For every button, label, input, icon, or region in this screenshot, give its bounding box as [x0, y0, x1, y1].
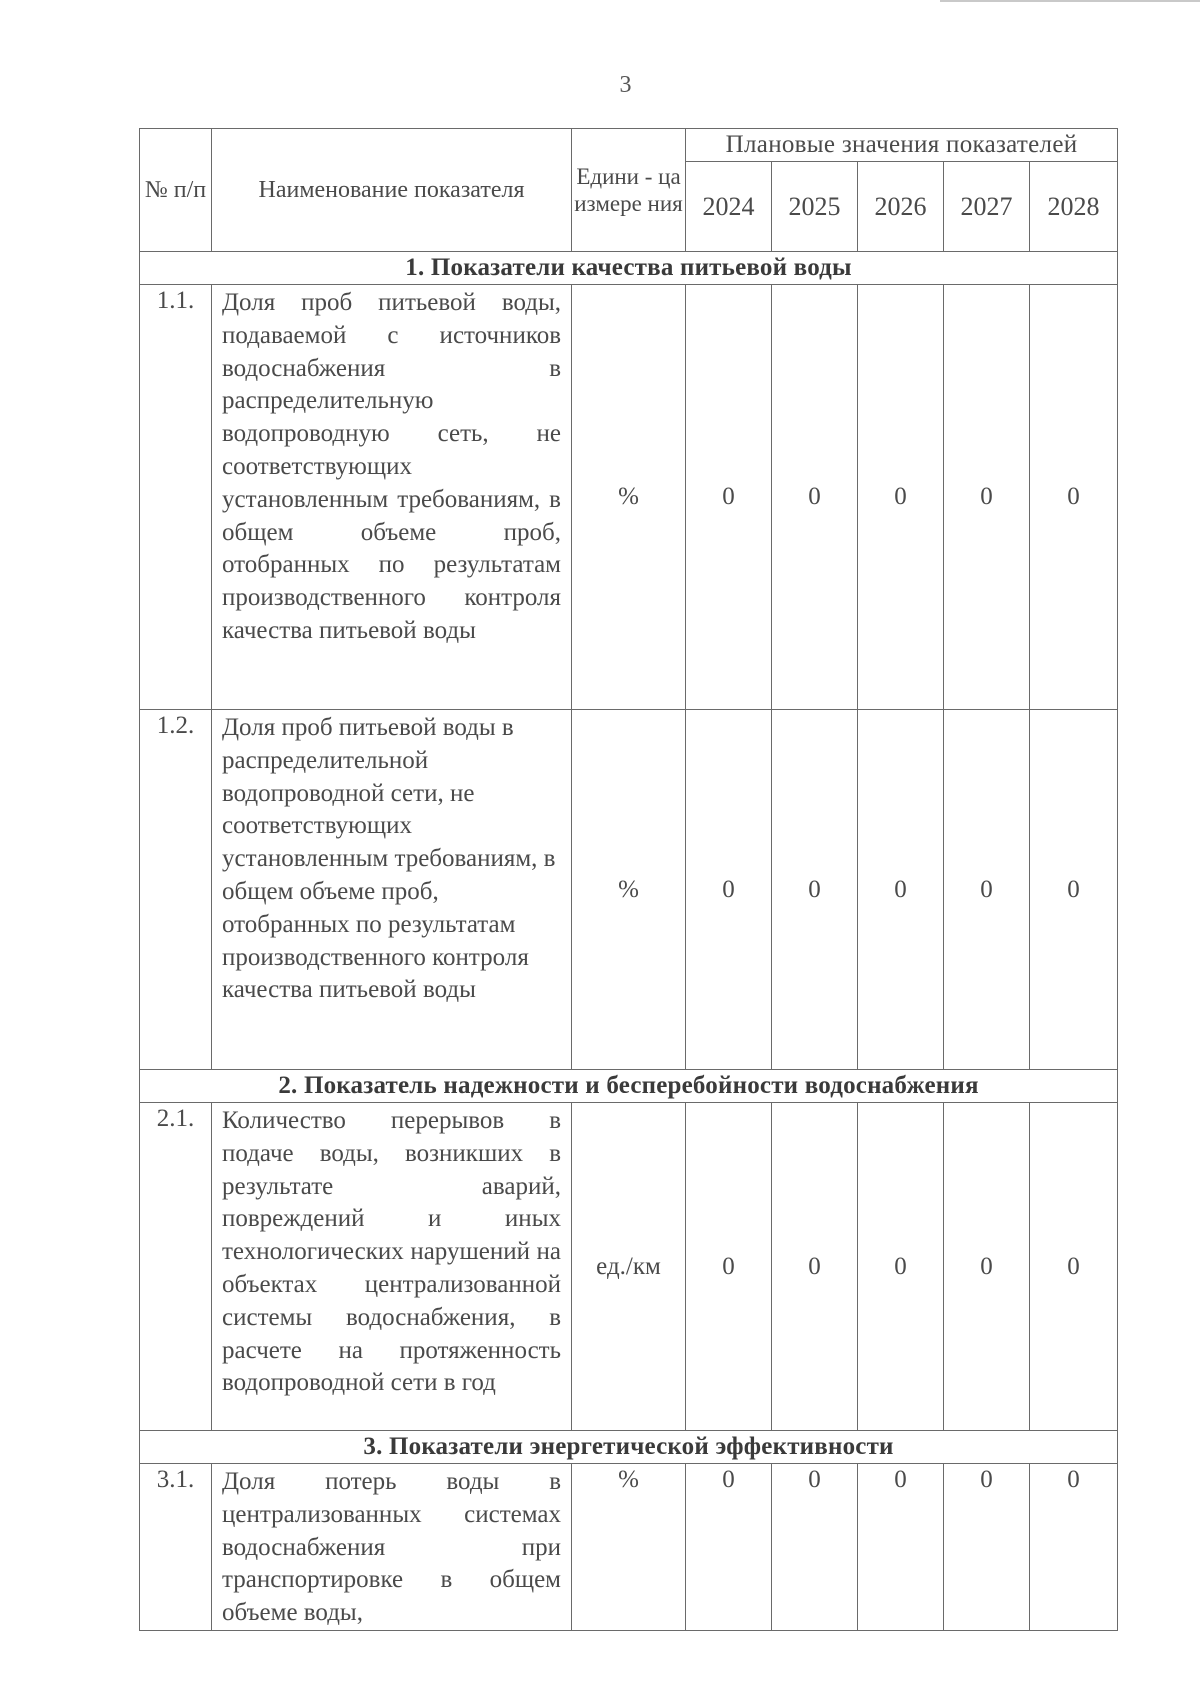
row-name: Доля проб питьевой воды в распределительной водопроводной сети, не соответствующих установленным требованиям, в общем объеме проб, отобранных по результатам производственного контроля качества питьевой воды — [212, 710, 572, 1070]
row-name: Доля проб питьевой воды, подаваемой с источников водоснабжения в распределительную водопроводную сеть, не соответствующих установленным требованиям, в общем объеме проб, отобранных по результатам производственного контроля качества питьевой воды — [212, 285, 572, 710]
table-row — [140, 1464, 1118, 1631]
table-header — [140, 129, 1118, 252]
scan-edge-line — [940, 0, 1200, 2]
row-value: 0 — [858, 1464, 944, 1631]
header-plan: Плановые значения показателей — [686, 129, 1118, 162]
row-value: 0 — [858, 285, 944, 710]
row-value: 0 — [944, 1464, 1030, 1631]
row-value: 0 — [944, 1103, 1030, 1431]
section-title: 3. Показатели энергетической эффективности — [140, 1431, 1118, 1464]
section-row — [140, 252, 1118, 285]
row-value: 0 — [686, 710, 772, 1070]
row-value: 0 — [1030, 710, 1118, 1070]
row-value: 0 — [944, 710, 1030, 1070]
section-title: 2. Показатель надежности и бесперебойности водоснабжения — [140, 1070, 1118, 1103]
row-unit: % — [572, 710, 686, 1070]
header-year: 2026 — [858, 162, 944, 252]
table-body — [140, 252, 1118, 1631]
row-value: 0 — [1030, 1464, 1118, 1631]
row-value: 0 — [686, 285, 772, 710]
header-year: 2024 — [686, 162, 772, 252]
row-num: 1.2. — [140, 710, 212, 1070]
row-num: 1.1. — [140, 285, 212, 710]
section-title: 1. Показатели качества питьевой воды — [140, 252, 1118, 285]
row-unit: % — [572, 285, 686, 710]
row-name: Количество перерывов в подаче воды, возникших в результате аварий, повреждений и иных технологических нарушений на объектах централизованной системы водоснабжения, в расчете на протяженность водопроводной сети в год — [212, 1103, 572, 1431]
row-unit: % — [572, 1464, 686, 1631]
row-value: 0 — [944, 285, 1030, 710]
row-num: 3.1. — [140, 1464, 212, 1631]
row-value: 0 — [772, 285, 858, 710]
row-value: 0 — [772, 710, 858, 1070]
row-value: 0 — [1030, 1103, 1118, 1431]
header-year: 2025 — [772, 162, 858, 252]
indicators-table — [139, 128, 1118, 1631]
row-value: 0 — [772, 1464, 858, 1631]
row-unit: ед./км — [572, 1103, 686, 1431]
row-num: 2.1. — [140, 1103, 212, 1431]
table-row — [140, 1103, 1118, 1431]
row-value: 0 — [686, 1103, 772, 1431]
header-year: 2028 — [1030, 162, 1118, 252]
header-num: № п/п — [140, 129, 212, 252]
header-unit: Едини - ца измере ния — [572, 129, 686, 252]
page-number: 3 — [619, 72, 632, 98]
table-row — [140, 285, 1118, 710]
row-value: 0 — [858, 710, 944, 1070]
table-row — [140, 710, 1118, 1070]
row-value: 0 — [772, 1103, 858, 1431]
row-value: 0 — [858, 1103, 944, 1431]
row-value: 0 — [1030, 285, 1118, 710]
section-row — [140, 1431, 1118, 1464]
section-row — [140, 1070, 1118, 1103]
row-value: 0 — [686, 1464, 772, 1631]
header-name: Наименование показателя — [212, 129, 572, 252]
row-name: Доля потерь воды в централизованных системах водоснабжения при транспортировке в общем объеме воды, — [212, 1464, 572, 1631]
header-year: 2027 — [944, 162, 1030, 252]
